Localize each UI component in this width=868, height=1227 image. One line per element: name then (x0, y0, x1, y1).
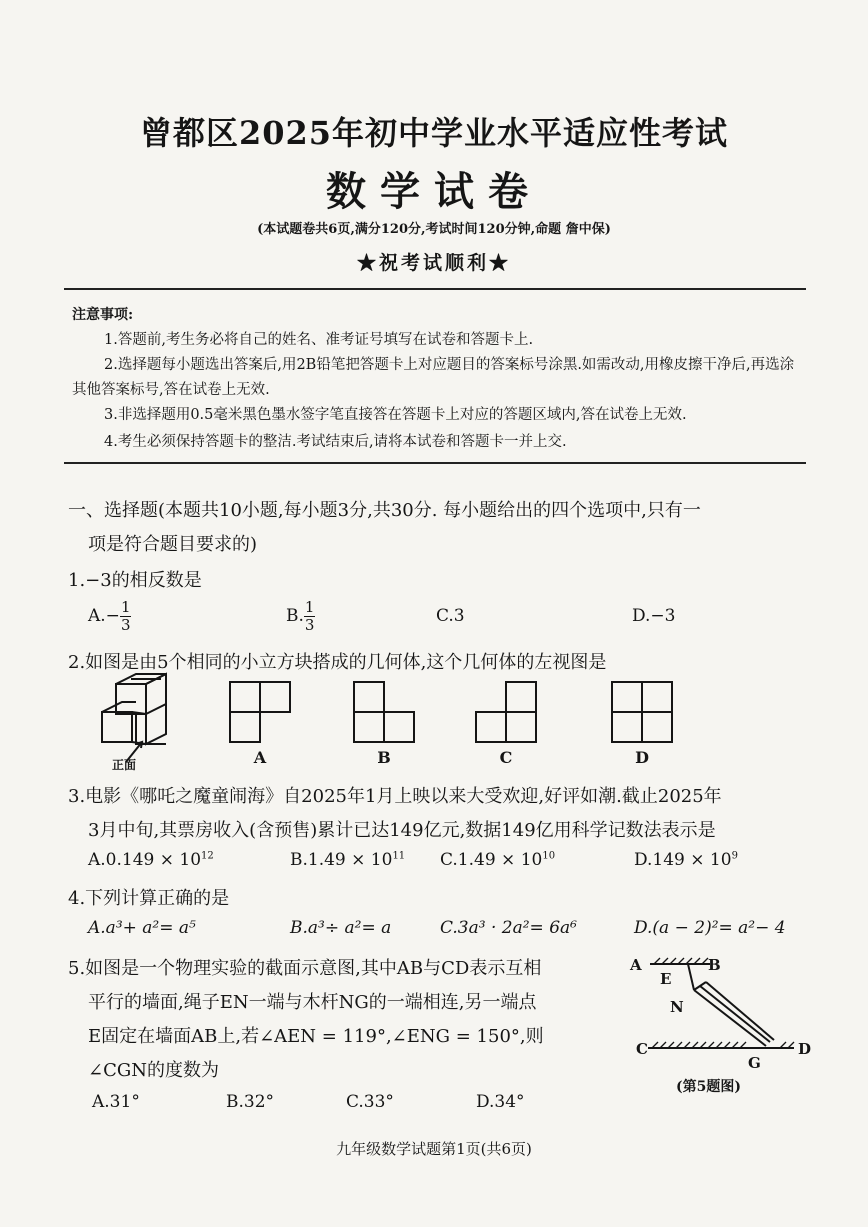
q5-wall-figure (628, 950, 828, 1080)
notice-item-2: 2.选择题每小题选出答案后,用2B铅笔把答题卡上对应题目的答案标号涂黑.如需改动,用橡皮擦干净后,再选涂其他答案标号,答在试卷上无效. (72, 357, 795, 398)
q4-option-b: B.a³÷ a²= a (290, 918, 392, 938)
notice-item-3: 3.非选择题用0.5毫米黑色墨水签字笔直接答在答题卡上对应的答题区域内,答在试卷上无效. (104, 407, 687, 423)
q3-option-b (290, 850, 405, 870)
q2-option-d-figure (612, 682, 672, 742)
q5-option-a: A.31° (92, 1092, 140, 1112)
q3-a-exponent: 12 (201, 850, 214, 862)
q1-option-d: D.−3 (632, 606, 676, 626)
q5-label-g: G (748, 1054, 761, 1072)
q1-option-a (88, 600, 131, 633)
q1-b-denominator: 3 (304, 616, 315, 634)
q5-line1: 5.如图是一个物理实验的截面示意图,其中AB与CD表示互相 (68, 958, 542, 979)
q2-caption-a: A (253, 748, 267, 767)
q3-line2: 3月中旬,其票房收入(含预售)累计已达149亿元,数据149亿用科学记数法表示是 (88, 820, 716, 841)
paper-subtitle: 数学试卷 (326, 168, 542, 215)
exam-title: 曾都区2025年初中学业水平适应性考试 (139, 114, 729, 152)
q1-option-c: C.3 (436, 606, 465, 626)
q2-option-b-figure (354, 682, 414, 742)
q3-b-exponent: 11 (392, 850, 406, 862)
q1-option-b-fraction (304, 600, 316, 633)
q2-front-label: 正面 (112, 758, 137, 772)
q2-option-a-figure (230, 682, 290, 742)
q4-option-a: A.a³+ a²= a⁵ (88, 918, 196, 938)
q5-label-a: A (630, 956, 642, 974)
section-heading-line2: 项是符合题目要求的) (88, 534, 258, 555)
q3-option-a (88, 850, 214, 870)
divider-bottom (64, 462, 806, 464)
good-luck-banner: ★祝考试顺利★ (356, 252, 511, 274)
q3-d-exponent: 9 (731, 850, 738, 862)
q4-stem: 4.下列计算正确的是 (68, 888, 230, 909)
q4-option-c: C.3a³ · 2a²= 6a⁶ (440, 918, 577, 938)
q5-label-d: D (798, 1040, 812, 1058)
q1-b-numerator: 1 (304, 598, 315, 616)
exam-info: (本试题卷共6页,满分120分,考试时间120分钟,命题 詹中保) (257, 222, 611, 237)
q3-a-base: A.0.149 × 10 (88, 850, 202, 870)
q3-c-exponent: 10 (542, 850, 556, 862)
q5-figure-caption: (第5题图) (676, 1079, 741, 1095)
q5-option-b: B.32° (226, 1092, 275, 1112)
q4-option-d: D.(a − 2)²= a²− 4 (634, 918, 786, 938)
q2-caption-b: B (377, 748, 391, 767)
q3-option-d (634, 850, 738, 870)
q3-line1: 3.电影《哪吒之魔童闹海》自2025年1月上映以来大受欢迎,好评如潮.截止2025年 (68, 786, 722, 807)
q5-label-c: C (636, 1040, 648, 1058)
notice-heading: 注意事项: (72, 307, 134, 323)
q2-stem: 2.如图是由5个相同的小立方块搭成的几何体,这个几何体的左视图是 (68, 652, 607, 673)
q5-label-n: N (670, 998, 684, 1016)
page-footer: 九年级数学试题第1页(共6页) (336, 1140, 532, 1158)
section-heading-line1: 一、选择题(本题共10小题,每小题3分,共30分. 每小题给出的四个选项中,只有一 (68, 500, 701, 521)
divider-top (64, 288, 806, 290)
q1-a-denominator: 3 (120, 616, 131, 634)
q1-option-a-label: A.− (88, 606, 120, 626)
q5-label-b: B (708, 956, 721, 974)
q2-cube-solid-figure (102, 674, 166, 762)
q2-option-c-figure (476, 682, 536, 742)
q2-caption-c: C (499, 748, 513, 767)
q3-b-base: B.1.49 × 10 (290, 850, 393, 870)
q5-line3: E固定在墙面AB上,若∠AEN = 119°,∠ENG = 150°,则 (88, 1026, 544, 1047)
q1-option-b (286, 600, 315, 633)
notice-item-1: 1.答题前,考生务必将自己的姓名、准考证号填写在试卷和答题卡上. (104, 332, 534, 348)
q1-option-a-fraction (120, 600, 132, 633)
notice-item-4: 4.考生必须保持答题卡的整洁.考试结束后,请将本试卷和答题卡一并上交. (104, 434, 567, 450)
q1-stem: 1.−3的相反数是 (68, 570, 202, 591)
q3-c-base: C.1.49 × 10 (440, 850, 543, 870)
q1-option-b-label: B. (286, 606, 304, 626)
q3-d-base: D.149 × 10 (634, 850, 732, 870)
q5-line4: ∠CGN的度数为 (88, 1060, 219, 1081)
q1-a-numerator: 1 (120, 598, 131, 616)
q5-option-c: C.33° (346, 1092, 394, 1112)
q5-option-d: D.34° (476, 1092, 525, 1112)
q3-option-c (440, 850, 555, 870)
q5-label-e: E (660, 970, 672, 988)
q5-line2: 平行的墙面,绳子EN一端与木杆NG的一端相连,另一端点 (88, 992, 537, 1013)
q2-caption-d: D (635, 748, 649, 767)
